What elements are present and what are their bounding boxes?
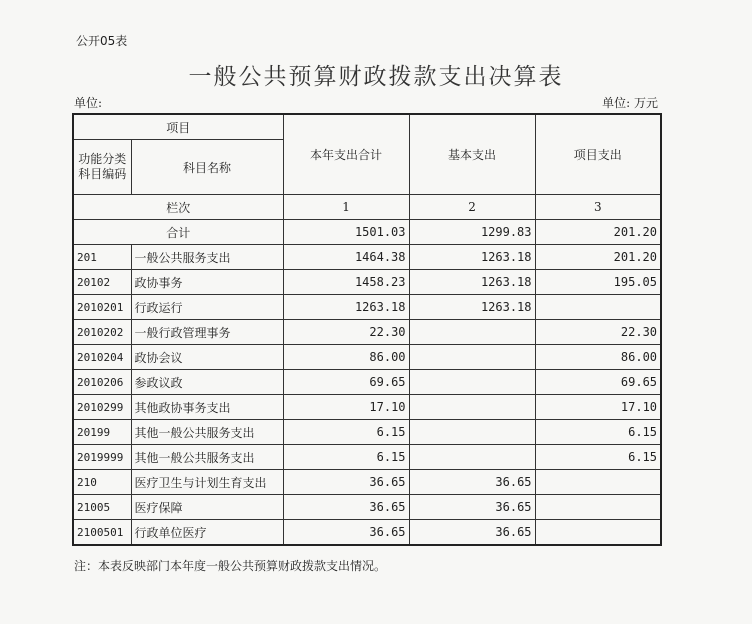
sum-item: 201.20	[535, 220, 661, 245]
row-item: 69.65	[535, 370, 661, 395]
table-row	[73, 495, 661, 520]
row-code: 210	[73, 470, 131, 495]
header-project: 项目	[73, 114, 283, 140]
row-code: 20199	[73, 420, 131, 445]
row-basic	[409, 345, 535, 370]
row-total: 1464.38	[283, 245, 409, 270]
row-item: 6.15	[535, 445, 661, 470]
expenditure-table	[72, 113, 662, 546]
row-basic	[409, 320, 535, 345]
table-row	[73, 470, 661, 495]
row-code: 20102	[73, 270, 131, 295]
row-name: 一般公共服务支出	[131, 245, 283, 270]
row-basic: 36.65	[409, 520, 535, 546]
row-item	[535, 295, 661, 320]
row-basic	[409, 395, 535, 420]
row-item	[535, 520, 661, 546]
sum-basic: 1299.83	[409, 220, 535, 245]
document-code: 公开05表	[76, 34, 128, 48]
unit-label-right: 单位: 万元	[602, 96, 658, 110]
row-code: 21005	[73, 495, 131, 520]
row-name: 医疗卫生与计划生育支出	[131, 470, 283, 495]
row-basic	[409, 445, 535, 470]
row-total: 17.10	[283, 395, 409, 420]
row-name: 其他一般公共服务支出	[131, 420, 283, 445]
row-code: 2010299	[73, 395, 131, 420]
sum-total: 1501.03	[283, 220, 409, 245]
row-code: 2010204	[73, 345, 131, 370]
row-basic: 36.65	[409, 495, 535, 520]
row-name: 政协会议	[131, 345, 283, 370]
row-total: 22.30	[283, 320, 409, 345]
row-basic: 1263.18	[409, 245, 535, 270]
index-1: 1	[283, 195, 409, 220]
row-total: 86.00	[283, 345, 409, 370]
unit-label-left: 单位:	[74, 96, 103, 110]
header-code: 功能分类科目编码	[73, 140, 131, 195]
row-name: 政协事务	[131, 270, 283, 295]
header-item: 项目支出	[535, 114, 661, 195]
row-total: 36.65	[283, 470, 409, 495]
index-3: 3	[535, 195, 661, 220]
table-row	[73, 270, 661, 295]
row-item: 195.05	[535, 270, 661, 295]
row-code: 2010201	[73, 295, 131, 320]
table-row	[73, 520, 661, 546]
index-label: 栏次	[73, 195, 283, 220]
row-item: 6.15	[535, 420, 661, 445]
row-basic: 36.65	[409, 470, 535, 495]
row-code: 2010202	[73, 320, 131, 345]
row-total: 69.65	[283, 370, 409, 395]
row-code: 2100501	[73, 520, 131, 546]
row-code: 201	[73, 245, 131, 270]
row-basic: 1263.18	[409, 270, 535, 295]
row-total: 6.15	[283, 445, 409, 470]
row-code: 2010206	[73, 370, 131, 395]
row-total: 36.65	[283, 495, 409, 520]
row-name: 参政议政	[131, 370, 283, 395]
header-basic: 基本支出	[409, 114, 535, 195]
row-name: 一般行政管理事务	[131, 320, 283, 345]
page-title: 一般公共预算财政拨款支出决算表	[188, 64, 564, 90]
row-name: 医疗保障	[131, 495, 283, 520]
header-total: 本年支出合计	[283, 114, 409, 195]
table-row	[73, 370, 661, 395]
row-item: 86.00	[535, 345, 661, 370]
row-total: 1458.23	[283, 270, 409, 295]
row-total: 1263.18	[283, 295, 409, 320]
sum-label: 合计	[73, 220, 283, 245]
row-basic: 1263.18	[409, 295, 535, 320]
table-row	[73, 445, 661, 470]
footnote: 注：本表反映部门本年度一般公共预算财政拨款支出情况。	[74, 559, 387, 573]
row-total: 6.15	[283, 420, 409, 445]
row-total: 36.65	[283, 520, 409, 546]
table-row	[73, 245, 661, 270]
table-row	[73, 420, 661, 445]
table-row	[73, 295, 661, 320]
row-code: 2019999	[73, 445, 131, 470]
table-row	[73, 345, 661, 370]
index-2: 2	[409, 195, 535, 220]
row-item	[535, 470, 661, 495]
row-basic	[409, 420, 535, 445]
table-row	[73, 395, 661, 420]
row-item: 17.10	[535, 395, 661, 420]
row-name: 其他政协事务支出	[131, 395, 283, 420]
row-basic	[409, 370, 535, 395]
row-name: 行政运行	[131, 295, 283, 320]
row-item: 201.20	[535, 245, 661, 270]
row-name: 其他一般公共服务支出	[131, 445, 283, 470]
header-name: 科目名称	[131, 140, 283, 195]
row-item	[535, 495, 661, 520]
table-row	[73, 320, 661, 345]
row-name: 行政单位医疗	[131, 520, 283, 546]
row-item: 22.30	[535, 320, 661, 345]
